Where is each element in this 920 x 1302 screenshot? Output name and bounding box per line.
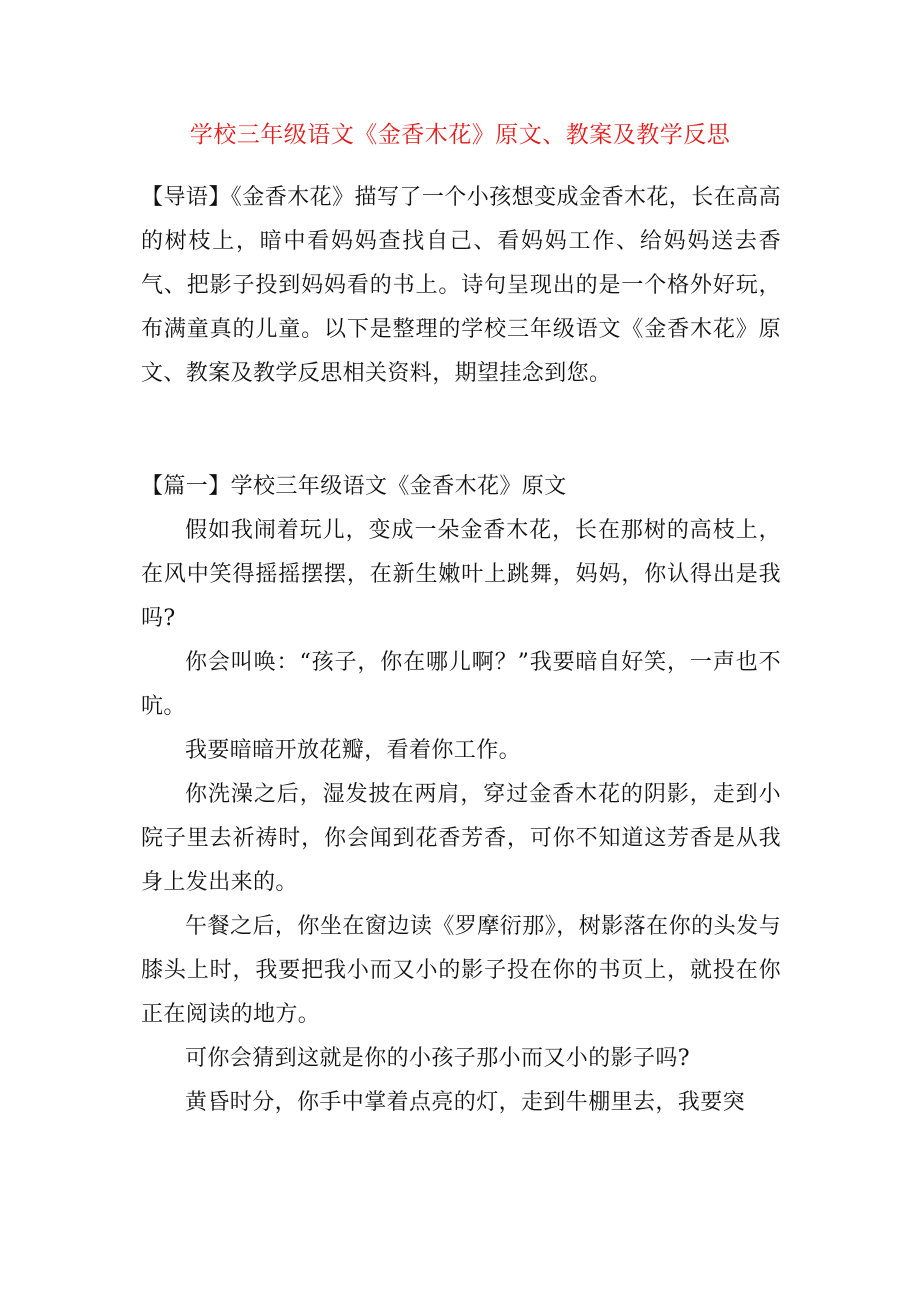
poem-paragraph: 午餐之后，你坐在窗边读《罗摩衍那》，树影落在你的头发与膝头上时，我要把我小而又小的影子投在你的书页上，就投在你正在阅读的地方。 [141, 914, 781, 1027]
poem-text [141, 509, 781, 1125]
document-title: 学校三年级语文《金香木花》原文、教案及教学反思 [189, 122, 731, 148]
poem-paragraph: 假如我闹着玩儿，变成一朵金香木花，长在那树的高枝上，在风中笑得摇摇摆摆，在新生嫩叶上跳舞，妈妈，你认得出是我吗? [141, 518, 781, 631]
poem-paragraph: 我要暗暗开放花瓣，看着你工作。 [185, 738, 522, 763]
section-heading: 【篇一】学校三年级语文《金香木花》原文 [141, 474, 567, 499]
poem-paragraph: 黄昏时分，你手中掌着点亮的灯，走到牛棚里去，我要突 [185, 1090, 746, 1115]
intro-paragraph: 【导语】《金香木花》描写了一个小孩想变成金香木花，长在高高的树枝上，暗中看妈妈查找自己、看妈妈工作、给妈妈送去香气、把影子投到妈妈看的书上。诗句呈现出的是一个格外好玩，布满童真的儿童。以下是整理的学校三年级语文《金香木花》原文、教案及教学反思相关资料，期望挂念到您。 [141, 185, 781, 386]
poem-paragraph: 你洗澡之后，湿发披在两肩，穿过金香木花的阴影，走到小院子里去祈祷时，你会闻到花香芳香，可你不知道这芳香是从我身上发出来的。 [141, 782, 781, 895]
poem-paragraph: 你会叫唤：“孩子，你在哪儿啊？”我要暗自好笑，一声也不吭。 [141, 650, 781, 719]
poem-paragraph: 可你会猜到这就是你的小孩子那小而又小的影子吗? [185, 1046, 690, 1071]
